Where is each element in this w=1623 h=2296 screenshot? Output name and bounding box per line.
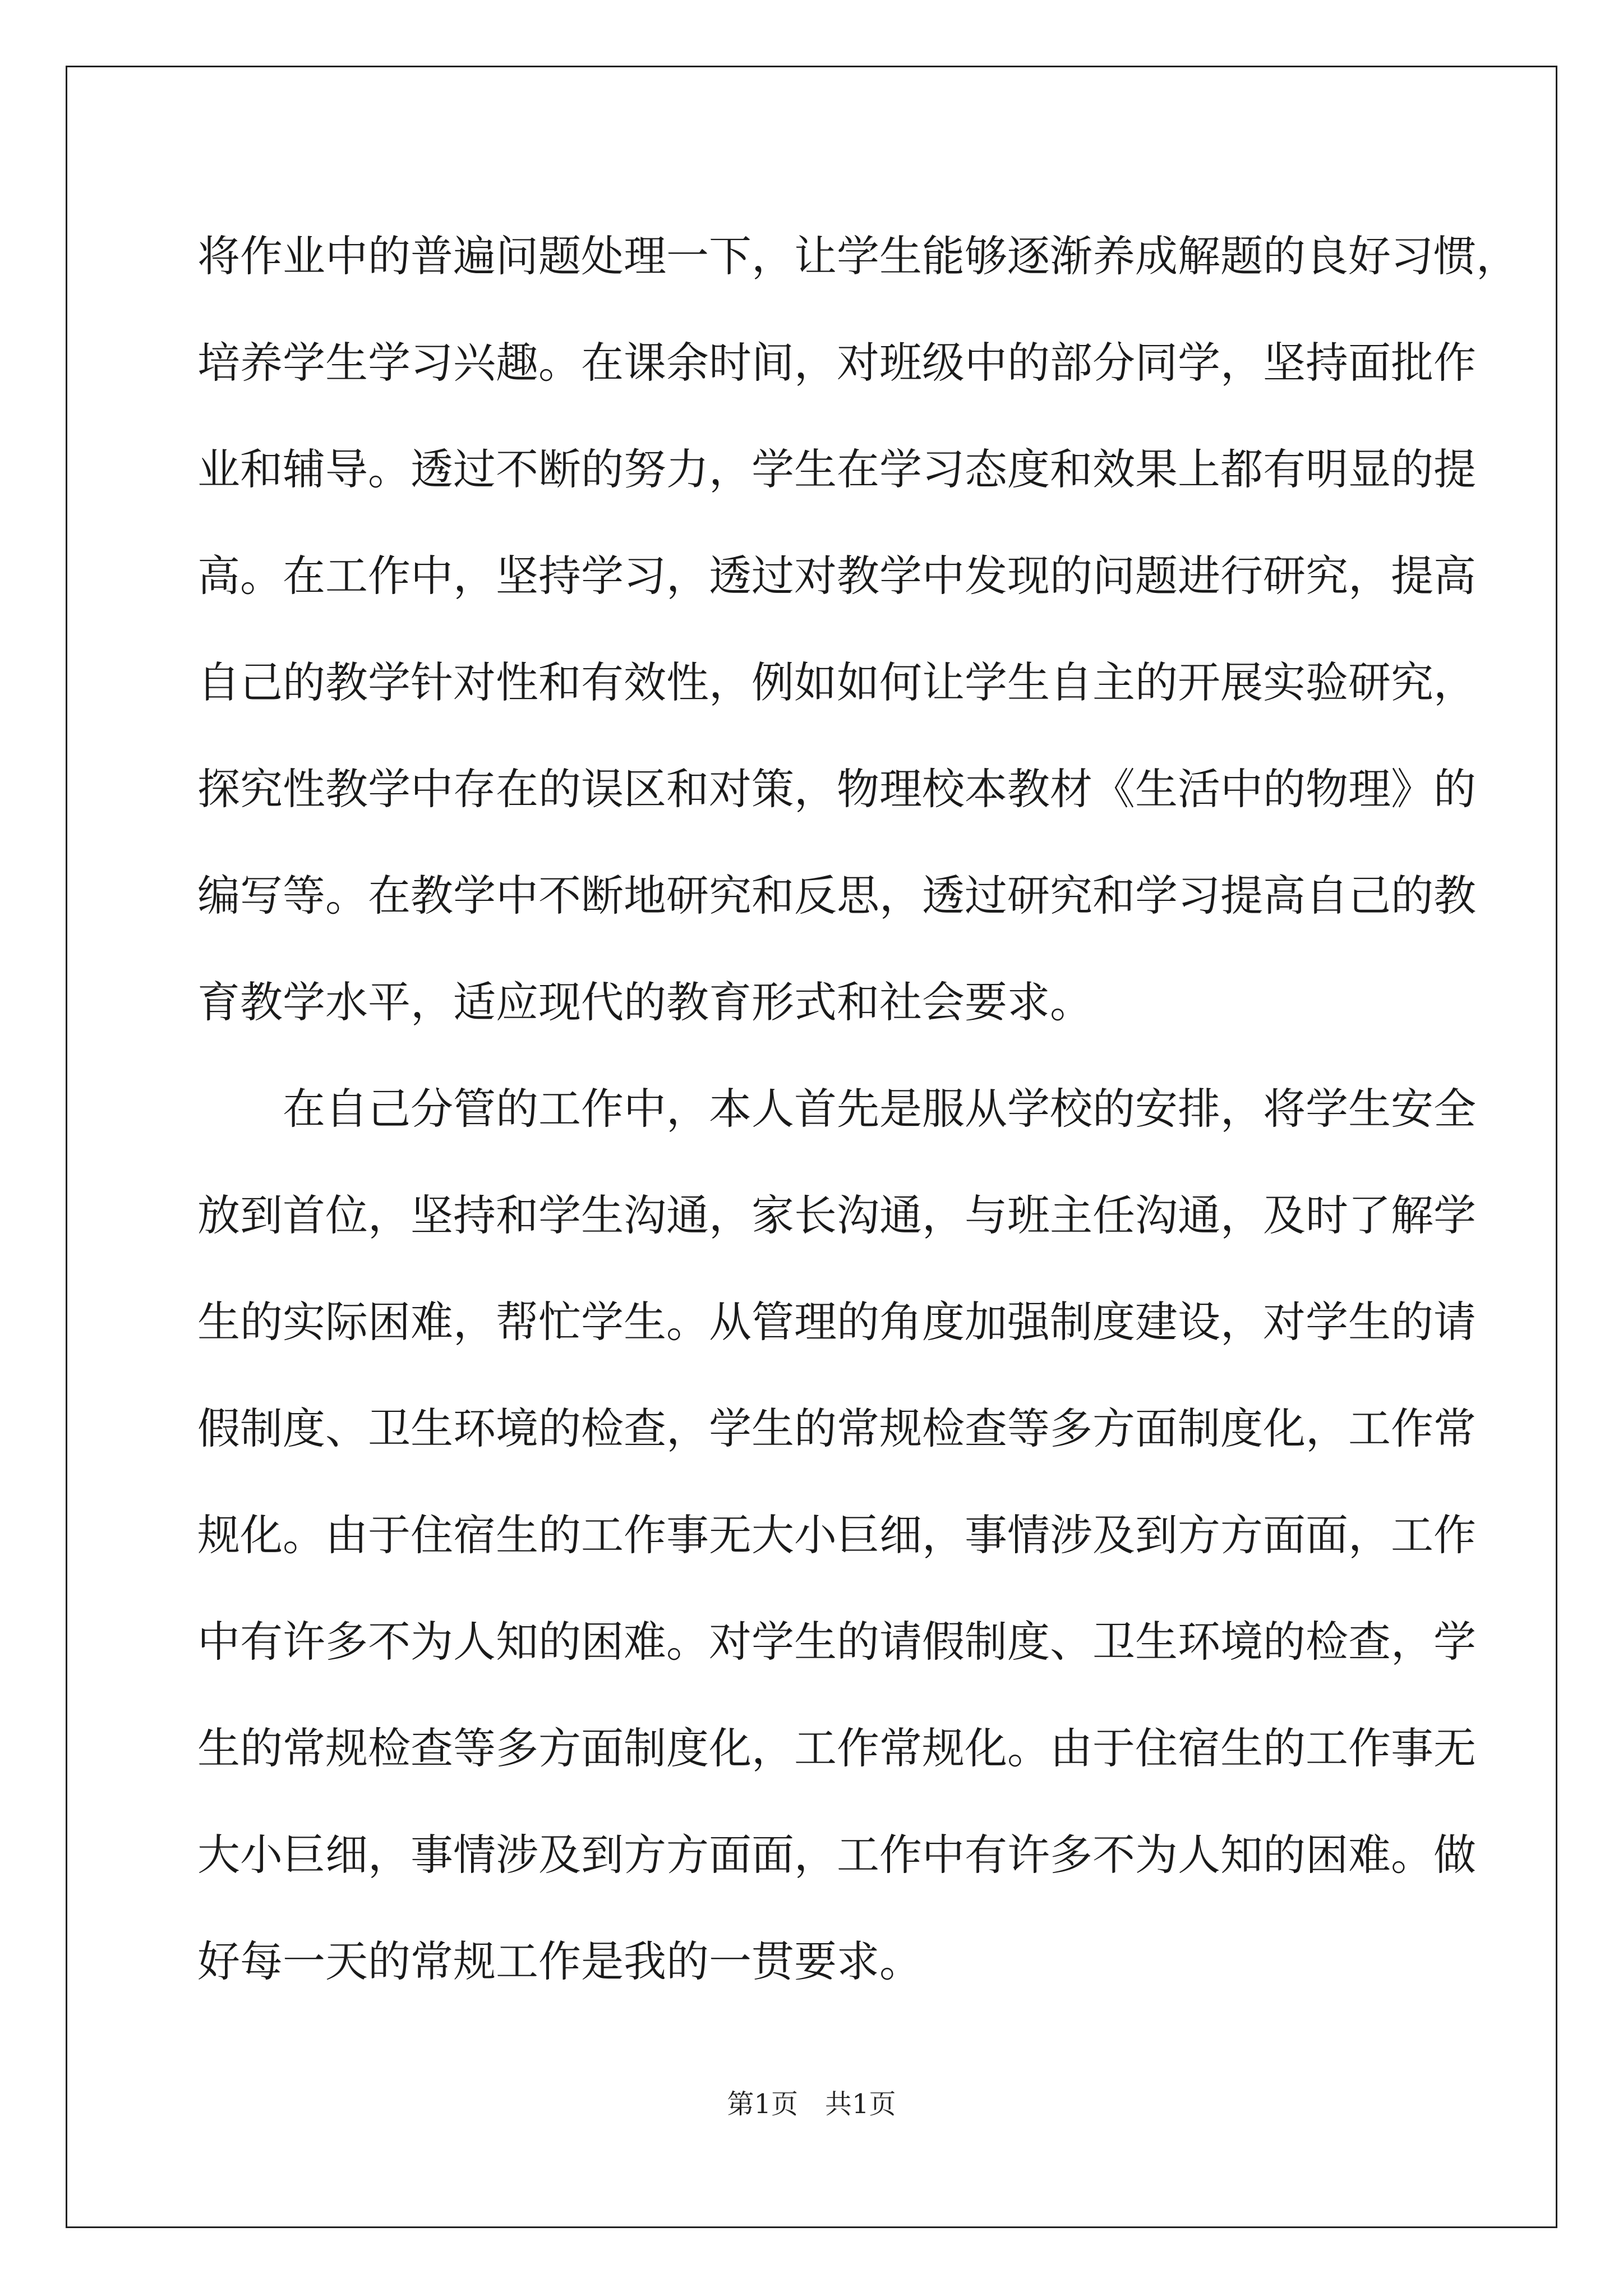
text-line: 业和辅导。透过不断的努力，学生在学习态度和效果上都有明显的提 <box>197 444 1476 494</box>
text-line: 中有许多不为人知的困难。对学生的请假制度、卫生环境的检查，学 <box>197 1617 1476 1667</box>
text-line: 放到首位，坚持和学生沟通，家长沟通，与班主任沟通，及时了解学 <box>197 1190 1476 1240</box>
text-line: 编写等。在教学中不断地研究和反思，透过研究和学习提高自己的教 <box>197 871 1476 921</box>
text-line: 生的常规检查等多方面制度化，工作常规化。由于住宿生的工作事无 <box>197 1723 1476 1773</box>
paragraph-1 <box>197 203 1519 1056</box>
text-line: 在自己分管的工作中，本人首先是服从学校的安排，将学生安全 <box>197 1084 1476 1134</box>
text-line: 将作业中的普遍问题处理一下，让学生能够逐渐养成解题的良好习惯， <box>197 231 1519 281</box>
text-line: 高。在工作中，坚持学习，透过对教学中发现的问题进行研究，提高 <box>197 551 1476 601</box>
page-number: 第1页 共1页 <box>727 2088 896 2120</box>
text-line: 探究性教学中存在的误区和对策，物理校本教材《生活中的物理》的 <box>197 764 1476 814</box>
page-footer <box>0 2082 1623 2121</box>
text-line: 育教学水平，适应现代的教育形式和社会要求。 <box>197 977 1092 1027</box>
text-line: 假制度、卫生环境的检查，学生的常规检查等多方面制度化，工作常 <box>197 1404 1476 1453</box>
text-line: 规化。由于住宿生的工作事无大小巨细，事情涉及到方方面面，工作 <box>197 1510 1476 1560</box>
document-body <box>197 203 1519 2015</box>
text-line: 培养学生学习兴趣。在课余时间，对班级中的部分同学，坚持面批作 <box>197 338 1476 388</box>
text-line: 生的实际困难，帮忙学生。从管理的角度加强制度建设，对学生的请 <box>197 1297 1476 1347</box>
paragraph-2 <box>197 1056 1476 2015</box>
text-line: 大小巨细，事情涉及到方方面面，工作中有许多不为人知的困难。做 <box>197 1830 1476 1880</box>
text-line: 好每一天的常规工作是我的一贯要求。 <box>197 1936 922 1986</box>
text-line: 自己的教学针对性和有效性，例如如何让学生自主的开展实验研究， <box>197 657 1476 707</box>
